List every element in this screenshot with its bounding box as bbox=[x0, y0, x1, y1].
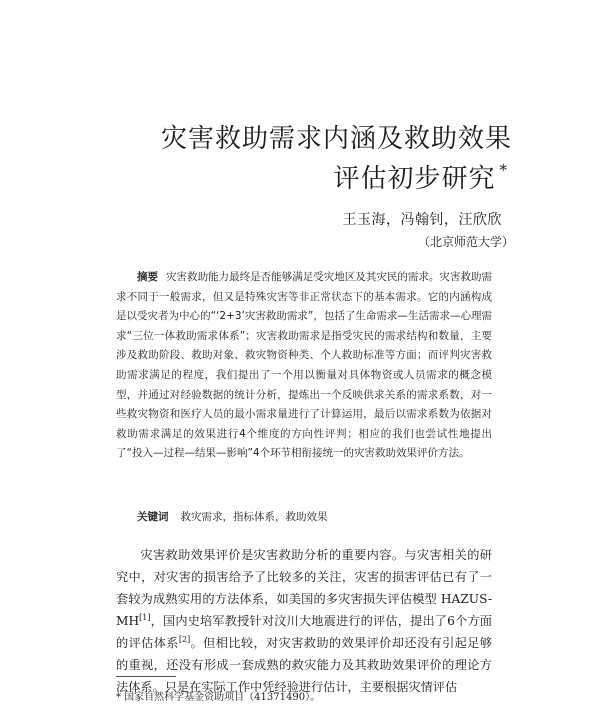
footnote-divider bbox=[116, 676, 176, 677]
citation-2: [2] bbox=[178, 634, 191, 644]
citation-1: [1] bbox=[139, 612, 151, 622]
body-paragraph bbox=[116, 544, 492, 698]
abstract-text: 灾害救助能力最终是否能够满足受灾地区及其灾民的需求。灾害救助需求不同于一般需求，但又是特殊灾害等非正常状态下的基本需求。它的内涵构成是以受灾者为中心的“‘2+3’灾害救助需求”，包括了生命需求—生活需求—心理需求“三位一体救助需求体系”；灾害救助需求是指受灾民的需求结构和数量，主要涉及救助阶段、救助对象、救灾物资种类、个人救助标准等方面；而评判灾害救助需求满足的程度，我们提出了一个用以衡量对具体物资或人员需求的概念模型，并通过对经验数据的统计分析，提炼出一个反映供求关系的需求系数，对一些救灾物资和医疗人员的最小需求量进行了计算运用，最后以需求系数为依据对救助需求满足的效果进行4个维度的方向性评判；相应的我们也尝试性地提出了“投入—过程—结果—影响”4个环节相衔接统一的灾害救助效果评价方法。 bbox=[116, 271, 492, 460]
keywords bbox=[137, 509, 497, 524]
footnote: * 国家自然科学基金资助项目（41371490）。 bbox=[116, 692, 321, 703]
keywords-label: 关键词 bbox=[137, 511, 169, 523]
paper-title-line-2-text: 评估初步研究 bbox=[333, 164, 496, 194]
paper-title-line-1: 灾害救助需求内涵及救助效果 bbox=[160, 124, 512, 154]
paper-title-line-2 bbox=[333, 158, 508, 195]
footnote-marker: * bbox=[499, 161, 508, 179]
affiliation: （北京师范大学） bbox=[417, 235, 514, 249]
body-text-part-3: 。但相比较，对灾害救助的效果评价却还没有引起足够的重视，还没有形成一套成熟的救灾能力及其救助效果评价的理论方法体系。只是在实际工作中凭经验进行估计，主要根据灾情评估 bbox=[116, 636, 493, 694]
body-text-part-1: 灾害救助效果评价是灾害救助分析的重要内容。与灾害相关的研究中，对灾害的损害给予了比较多的关注，灾害的损害评估已有了一套较为成熟实用的方法体系，如美国的多灾害损失评估模型 HAZUS-MH bbox=[116, 548, 492, 628]
body-text-part-2: ，国内史培军教授针对汶川大地震进行的评估，提出了6个方面的评估体系 bbox=[116, 614, 492, 650]
abstract bbox=[116, 268, 492, 464]
keywords-text: 救灾需求，指标体系，救助效果 bbox=[180, 511, 328, 523]
author-list: 王玉海，冯翰钊，汪欣欣 bbox=[342, 212, 502, 228]
abstract-label: 摘要 bbox=[137, 271, 159, 283]
